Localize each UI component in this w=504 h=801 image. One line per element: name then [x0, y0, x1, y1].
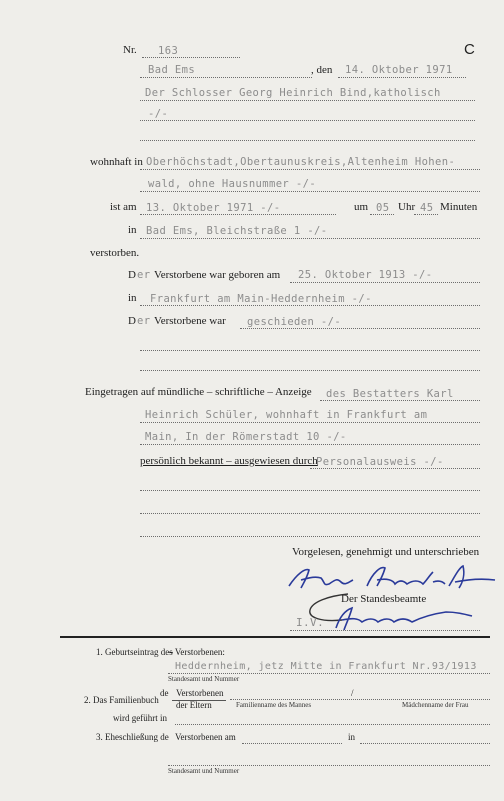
marriage-registry-line: [168, 765, 490, 766]
residence-line2-rule: [140, 191, 480, 192]
registration-label: Eingetragen auf mündliche – schriftliche – Anzeige: [85, 386, 312, 398]
birth-entry-sub: Standesamt und Nummer: [168, 675, 240, 683]
residence-line2: wald, ohne Hausnummer -/-: [148, 178, 317, 190]
familienbuch-maedchenname: Mädchenname der Frau: [402, 701, 469, 709]
extra-line: [140, 120, 475, 121]
birth-place-line: [140, 305, 480, 306]
place-line: [140, 77, 312, 78]
hour-line: [370, 214, 394, 215]
registration-line1-rule: [320, 400, 480, 401]
marriage-sub: Standesamt und Nummer: [168, 767, 240, 775]
death-place: Bad Ems, Bleichstraße 1 -/-: [146, 225, 328, 237]
verstorben-label: verstorben.: [90, 247, 140, 259]
status-prefix-d: D: [128, 315, 136, 327]
birth-entry-line: [168, 673, 490, 674]
familienbuch-slash: /: [351, 688, 354, 698]
birth-entry-label-rest: Verstorbenen:: [174, 647, 225, 657]
residence-line1-rule: [140, 169, 480, 170]
blank-line: [140, 140, 475, 141]
registrar-label: Der Standesbeamte: [341, 593, 427, 605]
marriage-label-rest: Verstorbenen am: [175, 732, 236, 742]
registration-line3-rule: [140, 444, 480, 445]
den-label: , den: [311, 64, 333, 76]
registrar-signature: [328, 604, 478, 634]
place-value: Bad Ems: [148, 64, 196, 76]
death-place-line: [140, 238, 480, 239]
birth-label: Verstorbene war geboren am: [154, 269, 281, 281]
familienbuch-der-eltern: der Eltern: [176, 700, 212, 710]
birth-entry-label: [96, 647, 225, 657]
document-date: 14. Oktober 1971: [345, 64, 453, 76]
birth-prefix-er: er: [137, 269, 151, 281]
nr-label: Nr.: [123, 44, 137, 56]
ist-am-label: ist am: [110, 201, 137, 213]
read-approved-label: Vorgelesen, genehmigt und unterschrieben: [292, 546, 480, 558]
death-date-line: [140, 214, 336, 215]
blank-line-2: [140, 350, 480, 351]
registration-line2: Heinrich Schüler, wohnhaft in Frankfurt am: [145, 409, 428, 421]
familienbuch-wird-label: wird geführt in: [113, 713, 167, 723]
marriage-place-line: [360, 743, 490, 744]
marriage-label: 3. Eheschließung de: [96, 732, 169, 742]
minute-line: [414, 214, 438, 215]
blank-line-3: [140, 370, 480, 371]
section-divider: [60, 636, 490, 638]
name-line: [140, 100, 475, 101]
birth-date-line: [290, 282, 480, 283]
birth-prefix-d: D: [128, 269, 136, 281]
nr-line: [142, 57, 240, 58]
marriage-date-line: [242, 743, 342, 744]
birth-place: Frankfurt am Main-Heddernheim -/-: [150, 293, 372, 305]
birth-entry-strike: s: [169, 647, 173, 657]
blank-line-4: [140, 490, 480, 491]
date-line: [338, 77, 466, 78]
marriage-in-label: in: [348, 732, 356, 742]
death-in-label: in: [128, 224, 137, 236]
iv-label: I.V.: [296, 616, 325, 629]
register-letter: C: [464, 41, 475, 58]
status-label: Verstorbene war: [154, 315, 226, 327]
familienbuch-location-line: [175, 724, 490, 725]
familienbuch-line: [230, 699, 490, 700]
blank-line-5: [140, 513, 480, 514]
identified-line: [310, 468, 480, 469]
death-date: 13. Oktober 1971 -/-: [146, 202, 281, 214]
registration-line3: Main, In der Römerstadt 10 -/-: [145, 431, 347, 443]
wohnhaft-label: wohnhaft in: [90, 156, 143, 168]
residence-line1: Oberhöchstadt,Obertaunuskreis,Altenheim Hohen-: [146, 156, 456, 168]
birth-in-label: in: [128, 292, 137, 304]
minuten-label: Minuten: [440, 201, 478, 213]
registration-line2-rule: [140, 422, 480, 423]
death-hour: 05: [376, 202, 390, 214]
death-minute: 45: [420, 202, 434, 214]
familienbuch-verstorbenen: Verstorbenen: [176, 688, 224, 698]
status-value: geschieden -/-: [247, 316, 342, 328]
status-prefix-er: er: [137, 315, 151, 327]
birth-date: 25. Oktober 1913 -/-: [298, 269, 433, 281]
deceased-extra: -/-: [148, 108, 169, 120]
deceased-name: Der Schlosser Georg Heinrich Bind,katholisch: [145, 87, 441, 99]
nr-value: 163: [158, 45, 179, 57]
blank-line-6: [140, 536, 480, 537]
birth-entry-value: Heddernheim, jetz Mitte in Frankfurt Nr.93/1913: [175, 661, 477, 672]
familienbuch-de: de: [160, 688, 169, 698]
um-label: um: [354, 201, 369, 213]
identified-label: persönlich bekannt – ausgewiesen durch: [140, 455, 318, 467]
birth-entry-label-text: 1. Geburtseintrag de: [96, 647, 170, 657]
uhr-label: Uhr: [398, 201, 416, 213]
identified-value: Personalausweis -/-: [316, 456, 444, 468]
familienbuch-label: 2. Das Familienbuch: [84, 695, 159, 705]
registration-line1: des Bestatters Karl: [326, 388, 454, 400]
familienbuch-familienname: Familienname des Mannes: [236, 701, 312, 709]
status-line: [240, 328, 480, 329]
